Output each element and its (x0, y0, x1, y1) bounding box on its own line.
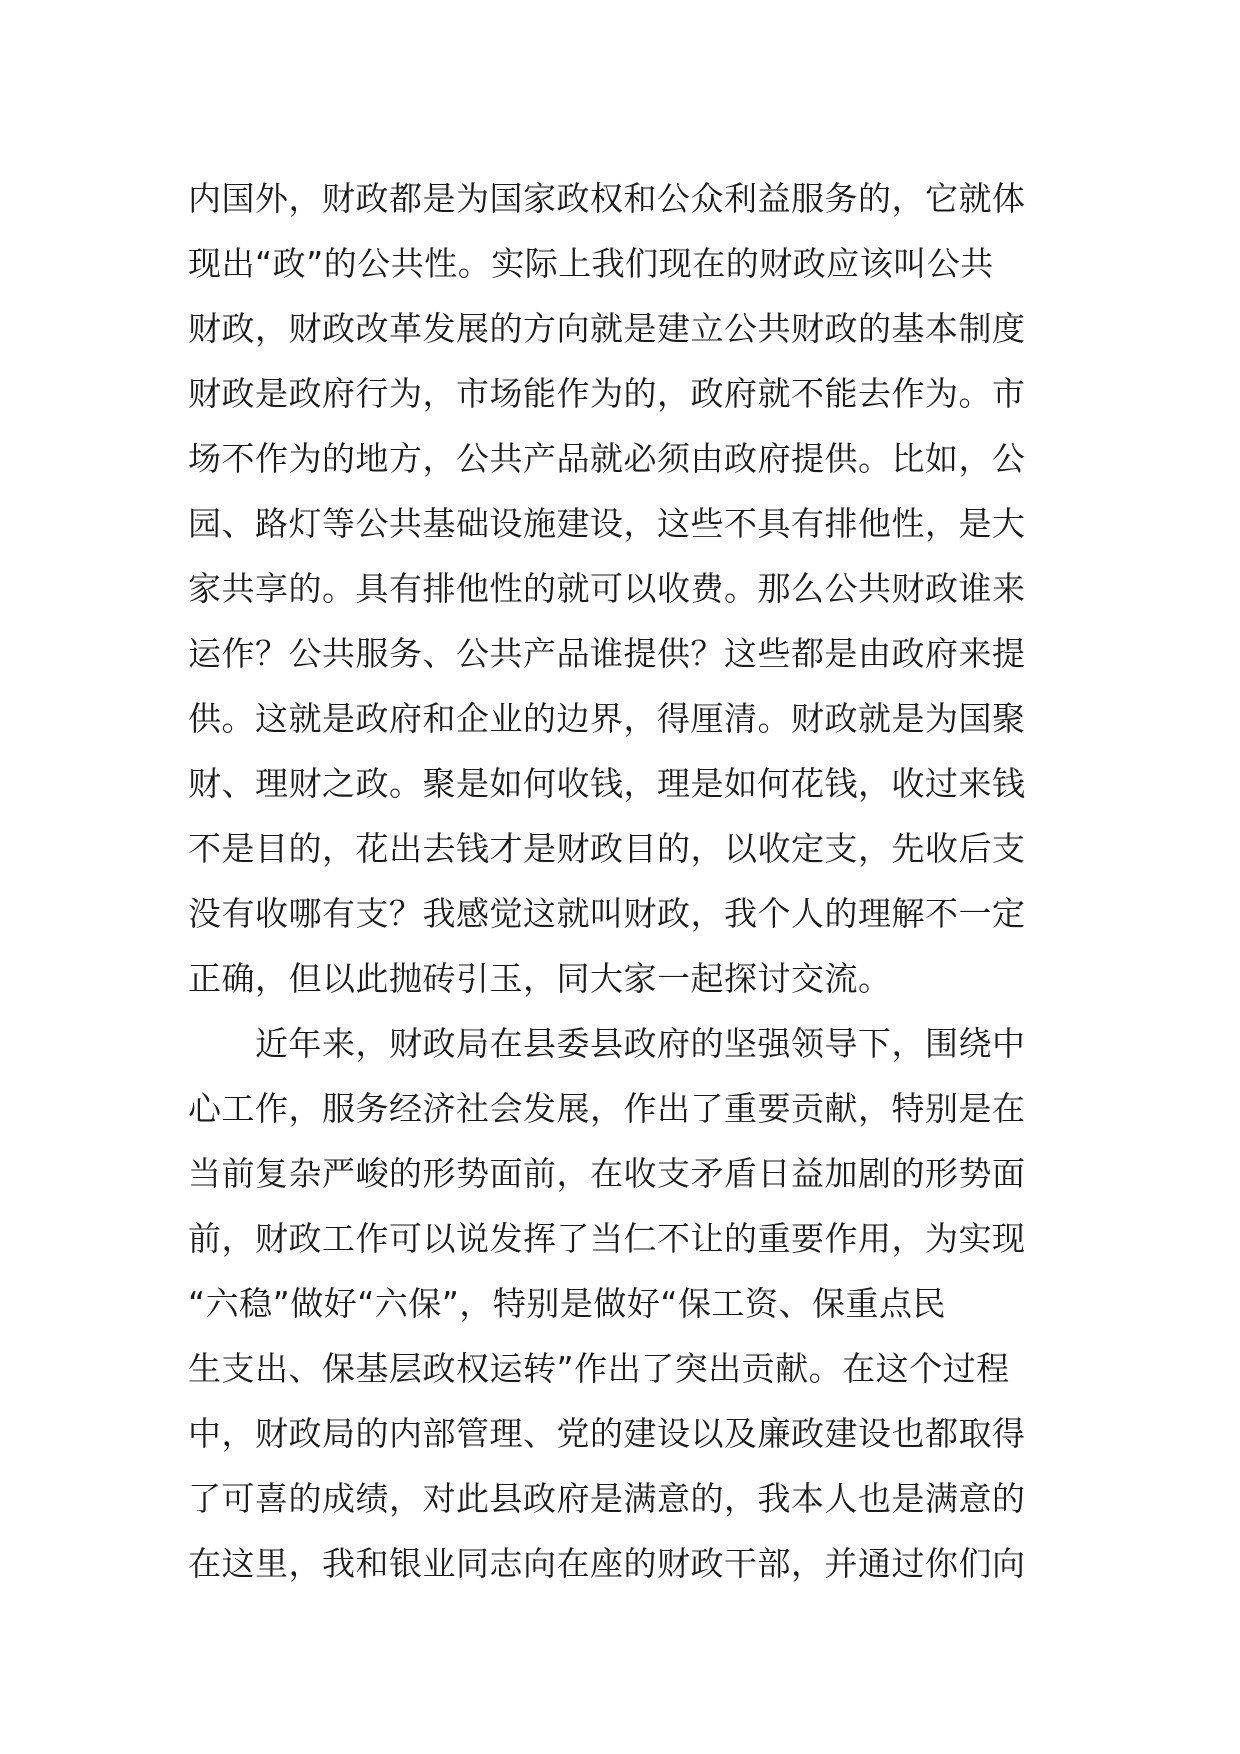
text-line: 场不作为的地方，公共产品就必须由政府提供。比如，公 (188, 439, 1026, 478)
text-line: 正确，但以此抛砖引玉，同大家一起探讨交流。 (188, 959, 892, 998)
text-line: 心工作，服务经济社会发展，作出了重要贡献，特别是在 (188, 1089, 1026, 1128)
text-line: 近年来，财政局在县委县政府的坚强领导下，围绕中 (188, 1024, 1026, 1063)
text-line: 运作？公共服务、公共产品谁提供？这些都是由政府来提 (188, 634, 1026, 673)
text-line: 园、路灯等公共基础设施建设，这些不具有排他性，是大 (188, 504, 1026, 543)
text-line: 财、理财之政。聚是如何收钱，理是如何花钱，收过来钱 (188, 764, 1026, 803)
text-line: 没有收哪有支？我感觉这就叫财政，我个人的理解不一定 (188, 894, 1026, 933)
text-line: 中，财政局的内部管理、党的建设以及廉政建设也都取得 (188, 1414, 1026, 1453)
text-line: 财政是政府行为，市场能作为的，政府就不能去作为。市 (188, 374, 1026, 413)
text-line: 生支出、保基层政权运转”作出了突出贡献。在这个过程 (188, 1349, 1010, 1388)
text-line: 供。这就是政府和企业的边界，得厘清。财政就是为国聚 (188, 699, 1026, 738)
text-line: 在这里，我和银业同志向在座的财政干部，并通过你们向 (188, 1544, 1026, 1583)
text-line: 财政，财政改革发展的方向就是建立公共财政的基本制度 (188, 309, 1026, 348)
text-line: 当前复杂严峻的形势面前，在收支矛盾日益加剧的形势面 (188, 1154, 1026, 1193)
text-line: “六稳”做好“六保”，特别是做好“保工资、保重点民 (188, 1284, 946, 1323)
text-line: 前，财政工作可以说发挥了当仁不让的重要作用，为实现 (188, 1219, 1026, 1258)
text-line: 了可喜的成绩，对此县政府是满意的，我本人也是满意的 (188, 1479, 1026, 1518)
text-line: 现出“政”的公共性。实际上我们现在的财政应该叫公共 (188, 244, 994, 283)
text-line: 不是目的，花出去钱才是财政目的，以收定支，先收后支 (188, 829, 1026, 868)
text-line: 家共享的。具有排他性的就可以收费。那么公共财政谁来 (188, 569, 1026, 608)
body-text (188, 166, 1056, 1596)
text-line: 内国外，财政都是为国家政权和公众利益服务的，它就体 (188, 179, 1026, 218)
